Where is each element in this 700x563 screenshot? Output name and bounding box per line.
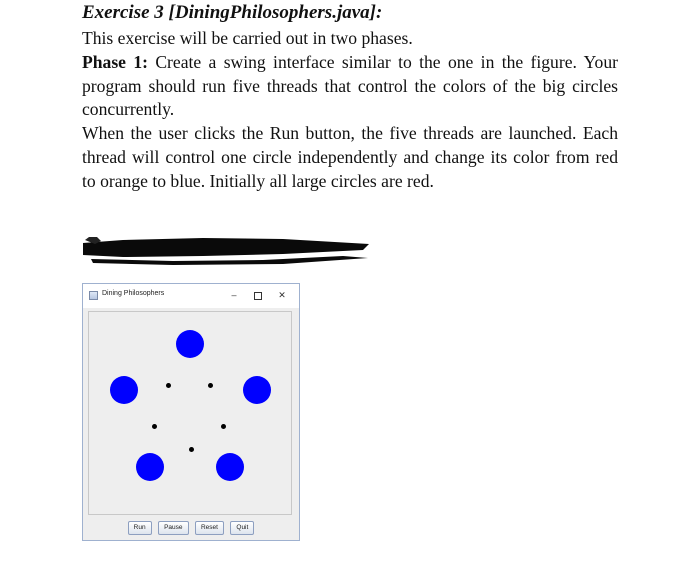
window-content [83,308,299,540]
phase1-text: Create a swing interface similar to the one in the figure. Your program should run five threads that control the colors of the big circles concurrently. [82,51,618,120]
pause-button[interactable]: Pause [158,521,188,535]
run-description-paragraph: When the user clicks the Run button, the five threads are launched. Each thread will control one circle independently and change its color from red to orange to blue. Initially all large circles are red. [82,123,618,191]
run-button[interactable]: Run [128,521,152,535]
minimize-button[interactable]: – [231,290,237,300]
maximize-button[interactable] [249,288,267,302]
quit-button[interactable]: Quit [230,521,254,535]
maximize-icon [254,292,262,300]
philosopher-circle-bottom-left [136,453,164,481]
dining-philosophers-window [82,283,300,541]
chopstick-dot-lower-left [152,424,157,429]
close-button[interactable]: ✕ [278,290,286,300]
intro-paragraph: This exercise will be carried out in two phases. [82,28,413,48]
chopstick-dot-lower-right [221,424,226,429]
window-titlebar [83,284,299,308]
philosopher-circle-bottom-right [216,453,244,481]
window-title: Dining Philosophers [102,290,165,297]
phase1-label: Phase 1: [82,51,148,72]
reset-button[interactable]: Reset [195,521,224,535]
phase1-paragraph [82,51,618,122]
chopstick-dot-upper-right [208,383,213,388]
chopstick-dot-bottom [189,447,194,452]
philosopher-circle-top [176,330,204,358]
philosopher-circle-left [110,376,138,404]
exercise-text [82,2,618,194]
philosophers-canvas [88,311,292,515]
java-app-icon [89,291,98,300]
redaction-scribble [83,234,370,266]
philosopher-circle-right [243,376,271,404]
chopstick-dot-upper-left [166,383,171,388]
button-bar [83,514,299,540]
exercise-title: Exercise 3 [DiningPhilosophers.java]: [82,2,383,23]
